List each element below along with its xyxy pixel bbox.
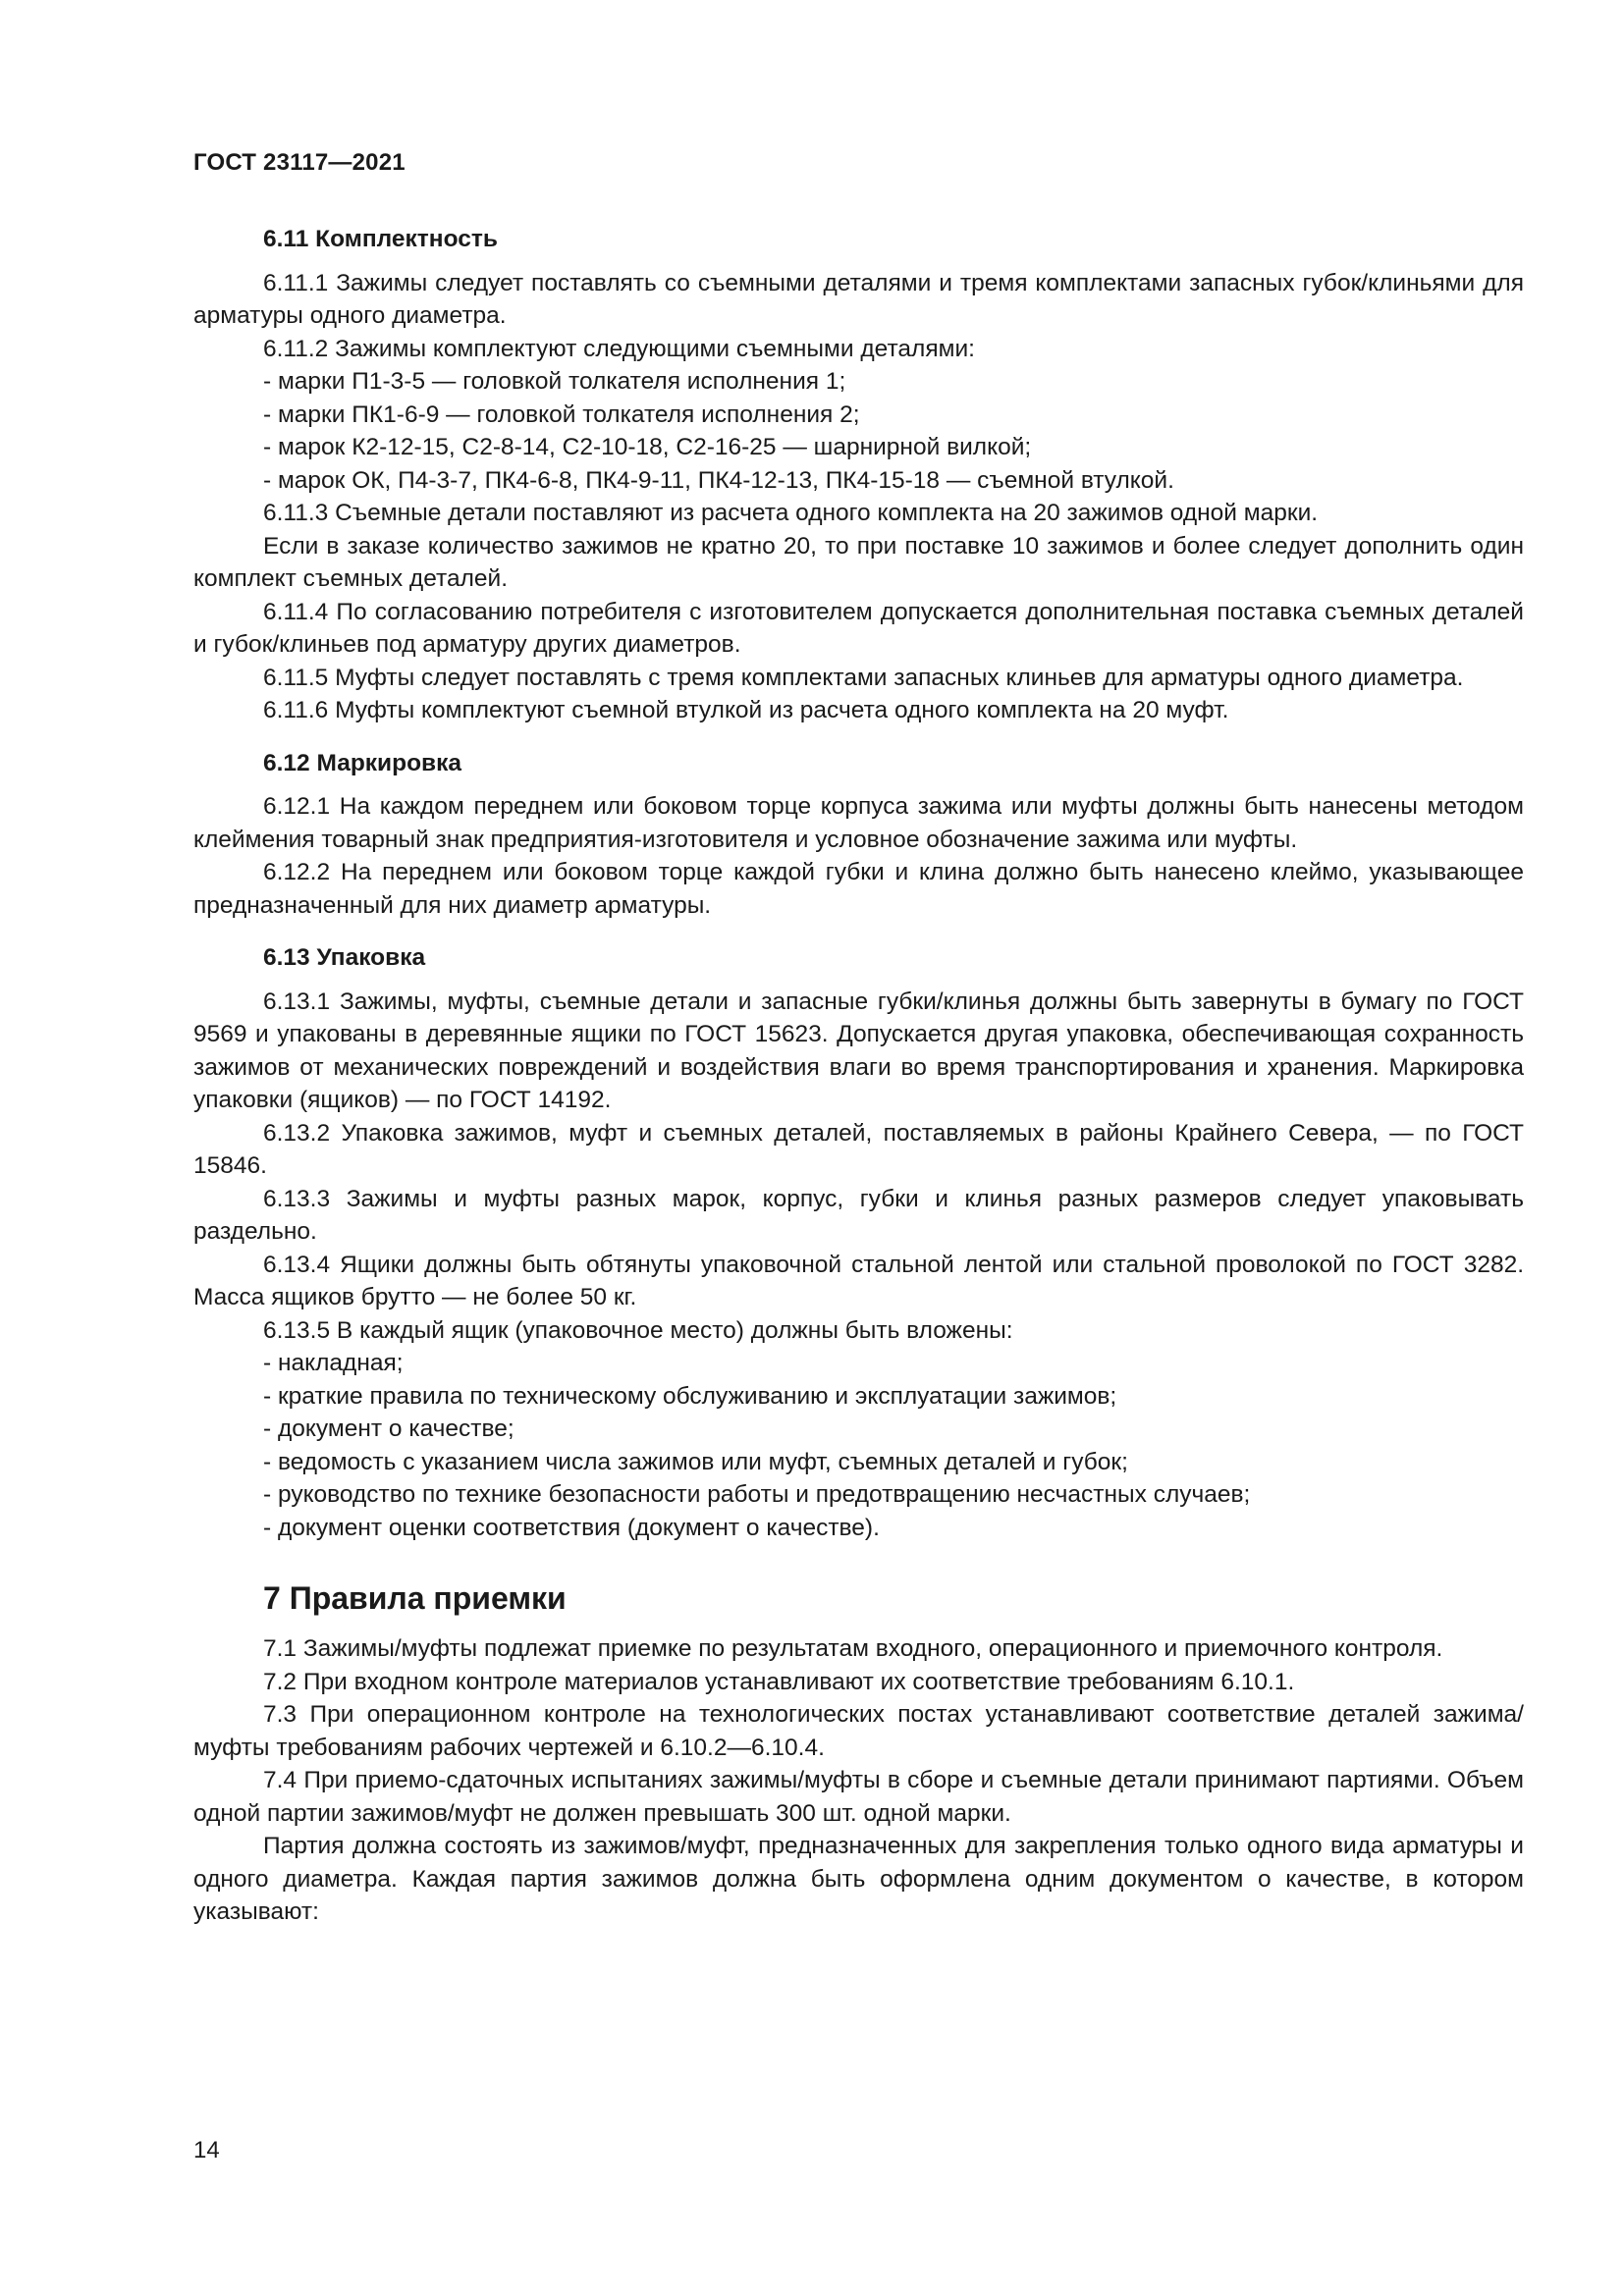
paragraph-7-2: 7.2 При входном контроле материалов устанавливают их соответствие требованиям 6.10.1. (263, 1668, 1295, 1695)
paragraph-6-12-1: 6.12.1 На каждом переднем или боковом торце корпуса зажима или муфты должны быть нанесены методом клеймения товарный знак предприятия-изготовителя и условное обозначение зажима или муфты. (193, 793, 1524, 853)
paragraph-6-13-2: 6.13.2 Упаковка зажимов, муфт и съемных деталей, поставляемых в районы Крайнего Севера, — по ГОСТ 15846. (193, 1119, 1524, 1179)
paragraph-6-12-2: 6.12.2 На переднем или боковом торце каждой губки и клина должно быть нанесено клеймо, указывающее предназначенный для них диаметр арматуры. (193, 859, 1524, 919)
paragraph-6-11-3: 6.11.3 Съемные детали поставляют из расчета одного комплекта на 20 зажимов одной марки. (263, 500, 1319, 526)
paragraph-7-4: 7.4 При приемо-сдаточных испытаниях зажимы/муфты в сборе и съемные детали принимают партиями. Объем одной партии зажимов/муфт не должен превышать 300 шт. одной марки. (193, 1767, 1524, 1827)
section-heading-7: 7 Правила приемки (263, 1580, 567, 1616)
page-content (193, 223, 1524, 1929)
paragraph-6-11-3-cont: Если в заказе количество зажимов не кратно 20, то при поставке 10 зажимов и более следует дополнить один комплект съемных деталей. (193, 532, 1524, 592)
list-item: - краткие правила по техническому обслуживанию и эксплуатации зажимов; (263, 1382, 1117, 1410)
section-heading-6-11: 6.11 Комплектность (263, 226, 498, 252)
paragraph-7-1: 7.1 Зажимы/муфты подлежат приемке по результатам входного, операционного и приемочного контроля. (263, 1635, 1443, 1662)
page-number: 14 (193, 2137, 220, 2163)
paragraph-7-4-cont: Партия должна состоять из зажимов/муфт, предназначенных для закрепления только одного вида арматуры и одного диаметра. Каждая партия зажимов должна быть оформлена одним документом о качестве, в котором указывают: (193, 1833, 1524, 1925)
paragraph-6-11-6: 6.11.6 Муфты комплектуют съемной втулкой из расчета одного комплекта на 20 муфт. (263, 697, 1229, 723)
list-item: - документ оценки соответствия (документ о качестве). (263, 1514, 880, 1541)
paragraph-6-11-1: 6.11.1 Зажимы следует поставлять со съемными деталями и тремя комплектами запасных губок/клиньями для арматуры одного диаметра. (193, 269, 1524, 329)
list-item: - марок К2-12-15, С2-8-14, С2-10-18, С2-16-25 — шарнирной вилкой; (263, 434, 1032, 460)
list-item: - марок ОК, П4-3-7, ПК4-6-8, ПК4-9-11, ПК4-12-13, ПК4-15-18 — съемной втулкой. (263, 466, 1174, 494)
paragraph-6-13-5: 6.13.5 В каждый ящик (упаковочное место) должны быть вложены: (263, 1316, 1013, 1344)
list-item: - ведомость с указанием числа зажимов или муфт, съемных деталей и губок; (263, 1448, 1128, 1475)
paragraph-7-3: 7.3 При операционном контроле на технологических постах устанавливают соответствие деталей зажима/муфты требованиям рабочих чертежей и 6.10.2—6.10.4. (193, 1701, 1524, 1761)
list-item: - накладная; (263, 1350, 404, 1376)
section-heading-6-13: 6.13 Упаковка (263, 944, 426, 971)
paragraph-6-11-4: 6.11.4 По согласованию потребителя с изготовителем допускается дополнительная поставка съемных деталей и губок/клиньев под арматуру других диаметров. (193, 598, 1524, 658)
paragraph-6-13-3: 6.13.3 Зажимы и муфты разных марок, корпус, губки и клинья разных размеров следует упаковывать раздельно. (193, 1185, 1524, 1245)
list-item: - марки ПК1-6-9 — головкой толкателя исполнения 2; (263, 400, 860, 428)
document-id-header: ГОСТ 23117—2021 (193, 149, 406, 176)
paragraph-6-13-4: 6.13.4 Ящики должны быть обтянуты упаковочной стальной лентой или стальной проволокой по ГОСТ 3282. Масса ящиков брутто — не более 50 кг. (193, 1251, 1524, 1310)
section-heading-6-12: 6.12 Маркировка (263, 749, 461, 776)
paragraph-6-11-2: 6.11.2 Зажимы комплектуют следующими съемными деталями: (263, 335, 975, 362)
list-item: - марки П1-3-5 — головкой толкателя исполнения 1; (263, 368, 846, 395)
paragraph-6-13-1: 6.13.1 Зажимы, муфты, съемные детали и запасные губки/клинья должны быть завернуты в бумагу по ГОСТ 9569 и упакованы в деревянные ящики по ГОСТ 15623. Допускается другая упаковка, обеспечивающая сохранность зажимов от механических повреждений и воздействия влаги во время транспортирования и хранения. Маркировка упаковки (ящиков) — по ГОСТ 14192. (193, 988, 1524, 1113)
list-item: - документ о качестве; (263, 1415, 514, 1442)
list-item: - руководство по технике безопасности работы и предотвращению несчастных случаев; (263, 1481, 1251, 1508)
paragraph-6-11-5: 6.11.5 Муфты следует поставлять с тремя комплектами запасных клиньев для арматуры одного диаметра. (263, 664, 1464, 691)
